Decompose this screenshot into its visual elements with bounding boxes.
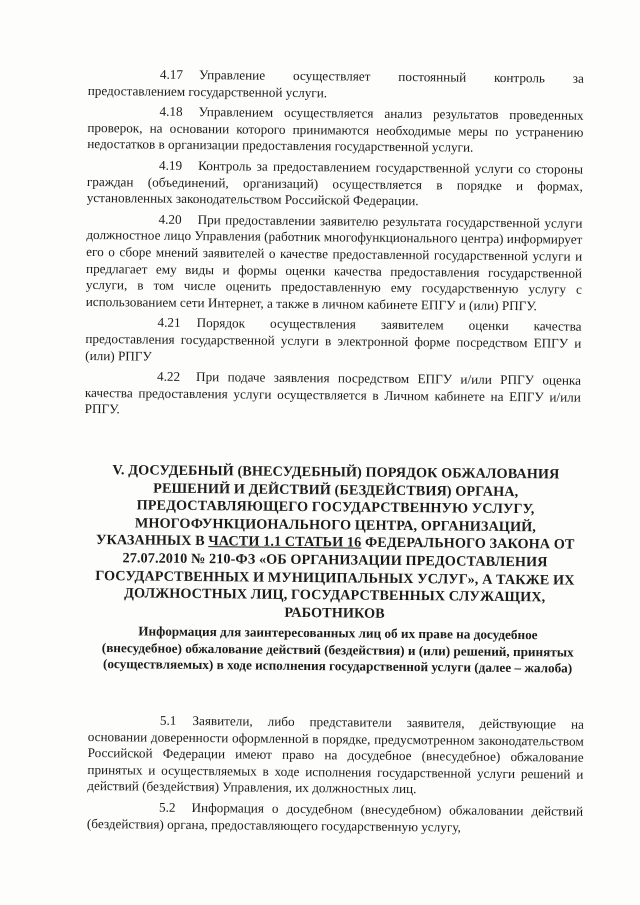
paragraph-text: При подаче заявления посредством ЕПГУ и/или РПГУ оценка качества предоставления услуги осуществляется в Личном кабинете на ЕПГУ и/или РПГУ. [84, 369, 582, 417]
paragraph-number: 5.2 [159, 799, 176, 815]
section-5-text [87, 712, 584, 841]
paragraph-number: 4.22 [156, 368, 181, 384]
heading-text-start: V. ДОСУДЕБНЫЙ (ВНЕСУДЕБНЫЙ) ПОРЯДОК ОБЖАЛОВАНИЯ РЕШЕНИЙ И ДЕЙСТВИЙ (БЕЗДЕЙСТВИЯ) ОРГАНА, ПРЕДОСТАВЛЯЮЩЕГО ГОСУДАРСТВЕННУЮ УСЛУГУ, МНОГОФУНКЦИОНАЛЬНОГО ЦЕНТРА, ОРГАНИЗАЦИЙ, УКАЗАННЫХ В [95, 462, 560, 550]
paragraph-text: Порядок осуществления заявителем оценки качества предоставления государственной услуги в электронной форме посредством ЕПГУ и (или) РПГУ [85, 315, 582, 364]
paragraph-text: Заявители, либо представители заявителя, действующие на основании доверенности оформленной в порядке, предусмотренном законодательством Российской Федерации имеют право на досудебное (внесудебное) обжалование принятых и осуществляемых в ходе исполнения государственной услуги решений и действий (бездействия) Управления, их должностных лиц. [87, 713, 584, 797]
paragraph-4-20 [86, 211, 583, 315]
paragraph-text: Управление осуществляет постоянный контроль за предоставлением государственной услуги. [87, 67, 584, 100]
paragraph-text: При предоставлении заявителю результата государственной услуги должностное лицо Управления (работник многофункционального центра) информирует его о сборе мнений заявителей о качестве предоставленной государственной услуги и предлагает ему виды и формы оценки качества предоставления государственной услуги, в том числе оценить предоставленную ему государственную услугу с использованием сети Интернет, а также в личном кабинете ЕПГУ и (или) РПГУ. [85, 211, 583, 314]
paragraph-4-18 [87, 103, 583, 158]
paragraph-4-21 [85, 314, 581, 369]
paragraph-text: Управлением осуществляется анализ результатов проведенных проверок, на основании которого принимаются необходимые меры по устранению недостатков в организации предоставления государственной услуги. [87, 104, 584, 156]
paragraph-5-2 [87, 799, 583, 837]
paragraph-text: Информация о досудебном (внесудебном) обжаловании действий (бездействия) органа, предоставляющего государственную услугу, [86, 799, 584, 835]
paragraph-text: Контроль за предоставлением государственной услуги со стороны граждан (объединений, организаций) осуществляется в порядке и формах, установленных законодательством Российской Федерации. [86, 158, 584, 209]
heading-text-end: ФЕДЕРАЛЬНОГО ЗАКОНА ОТ 27.07.2010 № 210-ФЗ «ОБ ОРГАНИЗАЦИИ ПРЕДОСТАВЛЕНИЯ ГОСУДАРСТВЕННЫХ И МУНИЦИПАЛЬНЫХ УСЛУГ», А ТАКЖЕ ИХ ДОЛЖНОСТНЫХ ЛИЦ, ГОСУДАРСТВЕННЫХ СЛУЖАЩИХ, РАБОТНИКОВ [95, 534, 575, 622]
paragraph-number: 5.1 [159, 712, 177, 728]
paragraph-number: 4.17 [159, 66, 184, 82]
paragraph-5-1 [87, 712, 584, 800]
paragraph-4-19 [87, 157, 583, 212]
paragraph-number: 4.19 [158, 157, 183, 173]
paragraph-number: 4.20 [158, 211, 182, 227]
paragraph-4-17 [88, 66, 584, 104]
law-reference-link[interactable]: ЧАСТИ 1.1 СТАТЬИ 16 [208, 533, 362, 551]
section-5-heading [90, 462, 579, 625]
section-4-text [85, 66, 584, 427]
paragraph-number: 4.21 [157, 314, 181, 331]
section-5-subheading: Информация для заинтересованных лиц об их праве на досудебное (внесудебное) обжалование действий (бездействия) и (или) решений, принятых (осуществляемых) в ходе исполнения государственной услуги (далее – жалоба) [101, 623, 574, 676]
paragraph-4-22 [85, 368, 581, 423]
paragraph-number: 4.18 [159, 103, 183, 120]
